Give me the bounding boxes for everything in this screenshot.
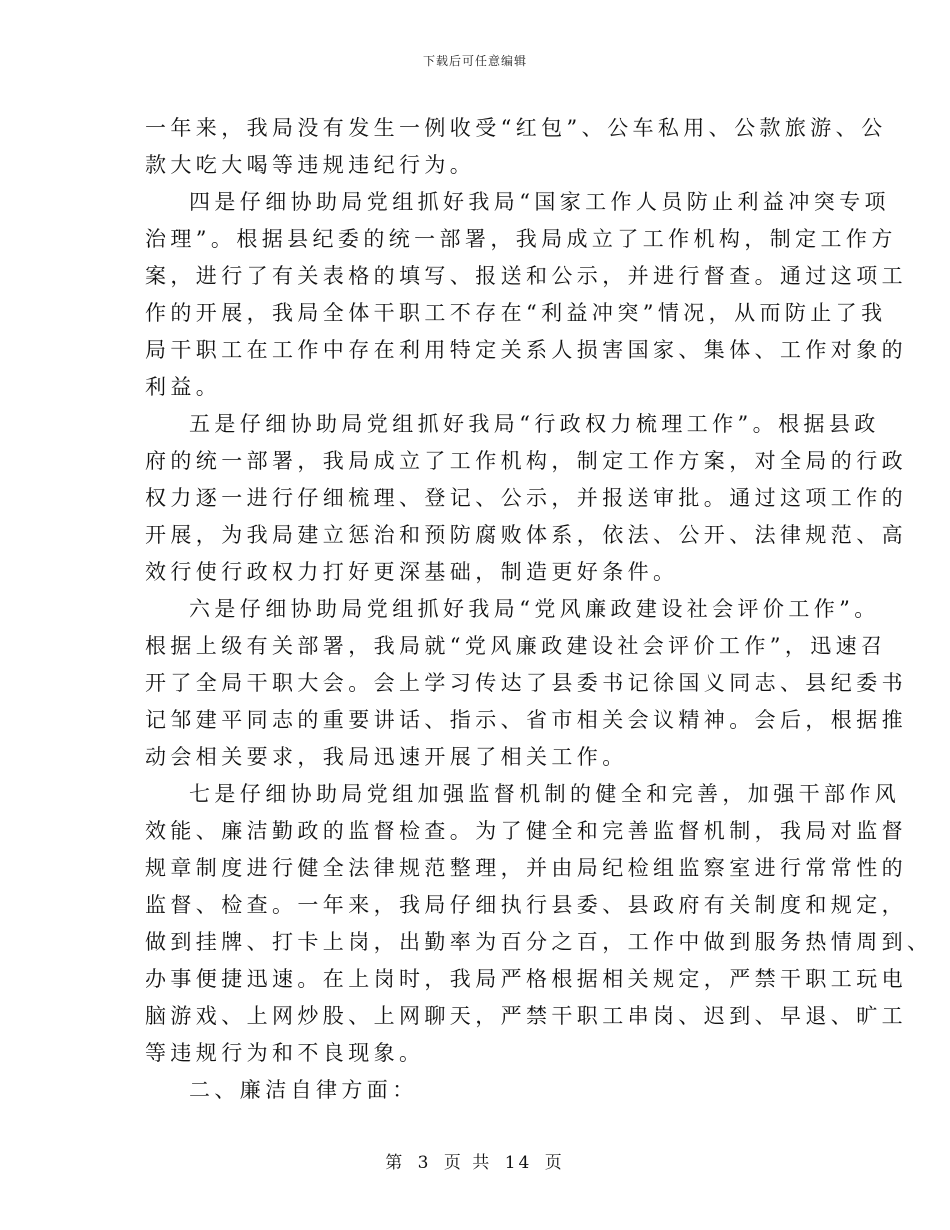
text-line: 等违规行为和不良现象。 <box>145 1041 425 1065</box>
current-page-number: 3 <box>417 1153 432 1173</box>
text-line: 一年来，我局没有发生一例收受“红包”、公车私用、公款旅游、公 <box>145 116 887 140</box>
text-line: 案，进行了有关表格的填写、报送和公示，并进行督查。通过这项工 <box>145 264 907 288</box>
text-line: 利益。 <box>145 375 222 399</box>
text-line: 规章制度进行健全法律规范整理，并由局纪检组监察室进行常常性的 <box>145 856 907 880</box>
document-body <box>145 110 933 1109</box>
text-line: 监督、检查。一年来，我局仔细执行县委、县政府有关制度和规定， <box>145 893 907 917</box>
text-line: 权力逐一进行仔细梳理、登记、公示，并报送审批。通过这项工作的 <box>145 486 907 510</box>
text-line: 府的统一部署，我局成立了工作机构，制定工作方案，对全局的行政 <box>145 449 907 473</box>
text-line: 六是仔细协助局党组抓好我局“党风廉政建设社会评价工作”。 <box>189 597 880 621</box>
section-heading: 二、廉洁自律方面： <box>189 1078 418 1102</box>
text-line: 效行使行政权力打好更深基础，制造更好条件。 <box>145 560 679 584</box>
text-line: 治理”。根据县纪委的统一部署，我局成立了工作机构，制定工作方 <box>145 227 897 251</box>
total-page-count: 14 <box>504 1153 533 1173</box>
page-number-prefix: 第 <box>385 1153 406 1173</box>
page-footer <box>0 1148 950 1173</box>
text-line: 办事便捷迅速。在上岗时，我局严格根据相关规定，严禁干职工玩电 <box>145 967 907 991</box>
text-line: 根据上级有关部署，我局就“党风廉政建设社会评价工作”，迅速召 <box>145 634 887 658</box>
text-line: 动会相关要求，我局迅速开展了相关工作。 <box>145 745 628 769</box>
text-line: 五是仔细协助局党组抓好我局“行政权力梳理工作”。根据县政 <box>189 412 880 436</box>
text-line: 七是仔细协助局党组加强监督机制的健全和完善，加强干部作风 <box>189 782 901 806</box>
text-line: 做到挂牌、打卡上岗，出勤率为百分之百，工作中做到服务热情周到、 <box>145 930 933 954</box>
page-number-suffix: 页 <box>544 1153 565 1173</box>
text-line: 开展，为我局建立惩治和预防腐败体系，依法、公开、法律规范、高 <box>145 523 907 547</box>
page-header: 下载后可任意编辑 <box>422 54 527 68</box>
text-line: 款大吃大喝等违规违纪行为。 <box>145 153 476 177</box>
text-line: 四是仔细协助局党组抓好我局“国家工作人员防止利益冲突专项 <box>189 190 890 214</box>
text-line: 局干职工在工作中存在利用特定关系人损害国家、集体、工作对象的 <box>145 338 907 362</box>
text-line: 开了全局干职大会。会上学习传达了县委书记徐国义同志、县纪委书 <box>145 671 907 695</box>
text-line: 效能、廉洁勤政的监督检查。为了健全和完善监督机制，我局对监督 <box>145 819 907 843</box>
page-number-middle: 页 共 <box>443 1153 493 1173</box>
text-line: 作的开展，我局全体干职工不存在“利益冲突”情况，从而防止了我 <box>145 301 887 325</box>
text-line: 记邹建平同志的重要讲话、指示、省市相关会议精神。会后，根据推 <box>145 708 907 732</box>
text-line: 脑游戏、上网炒股、上网聊天，严禁干职工串岗、迟到、早退、旷工 <box>145 1004 907 1028</box>
